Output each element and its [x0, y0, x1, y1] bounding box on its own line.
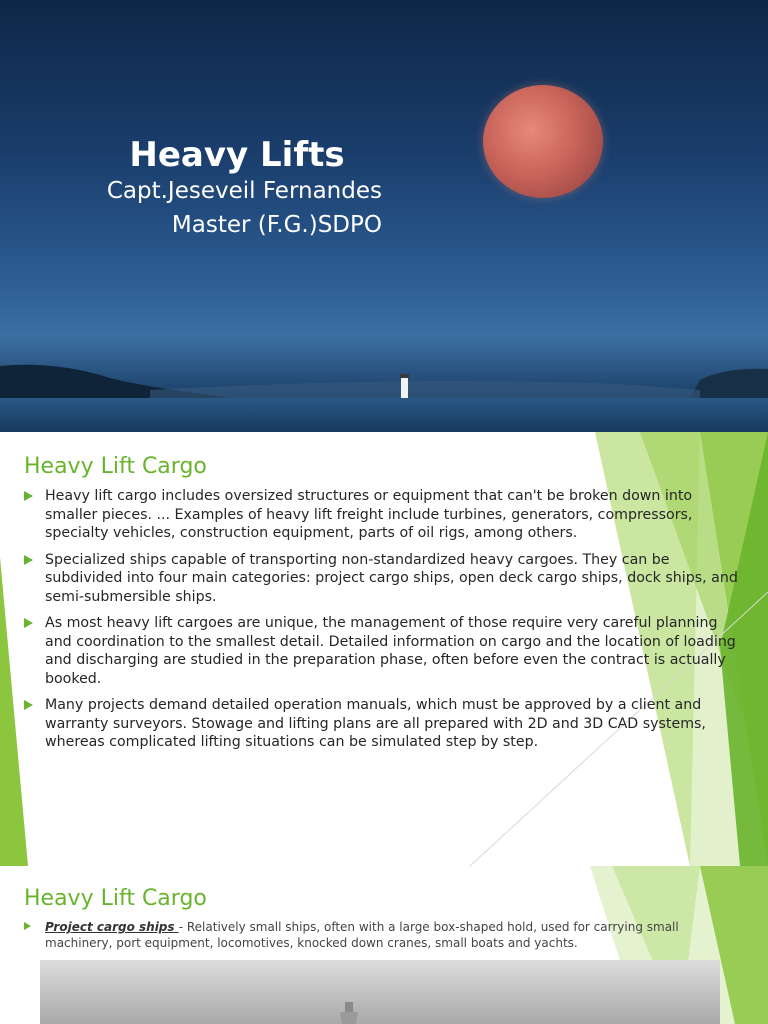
- term-label: Project cargo ships: [45, 920, 179, 934]
- author-name: Capt.Jeseveil Fernandes: [106, 178, 382, 204]
- sea-surface: [0, 398, 768, 432]
- bullet-text: Specialized ships capable of transporting non-standardized heavy cargoes. They can be subdivided into four main categories: project cargo ships, open deck cargo ships, dock ships, and semi-submersible ships.: [45, 551, 738, 605]
- content-slide-overview: [0, 432, 768, 866]
- bullet-arrow-icon: [24, 555, 33, 565]
- content-slide-project-cargo: [0, 866, 768, 1024]
- bullet-arrow-icon: [24, 922, 31, 930]
- bullet-text: As most heavy lift cargoes are unique, the management of those require very careful planning and coordination to the smallest detail. Detailed information on cargo and the location of loading and discharging are studied in the preparation phase, often before even the contract is actually booked.: [45, 615, 736, 687]
- crane-silhouette: [40, 960, 720, 1024]
- slide-title: Heavy Lift Cargo: [24, 454, 207, 479]
- cargo-ship-photo: [40, 960, 720, 1024]
- bullet-arrow-icon: [24, 491, 33, 501]
- presentation-title: Heavy Lifts: [129, 135, 345, 175]
- bullet-arrow-icon: [24, 618, 33, 628]
- list-item: [24, 919, 745, 951]
- list-item: [24, 551, 742, 607]
- list-item: [24, 696, 742, 752]
- author-role: Master (F.G.)SDPO: [171, 212, 382, 238]
- title-slide: [0, 0, 768, 432]
- bullet-arrow-icon: [24, 700, 33, 710]
- list-item: [24, 487, 742, 543]
- bullet-text: Many projects demand detailed operation manuals, which must be approved by a client and warranty surveyors. Stowage and lifting plans are all prepared with 2D and 3D CAD systems, whereas complicated lifting situations can be simulated step by step.: [45, 697, 706, 750]
- slide-title: Heavy Lift Cargo: [24, 886, 207, 911]
- bullet-text: Heavy lift cargo includes oversized structures or equipment that can't be broken down into smaller pieces. ... Examples of heavy lift freight include turbines, generators, compressors, specialty vehicles, construction equipment, parts of oil rigs, among others.: [45, 488, 693, 541]
- bullet-list: [24, 487, 742, 760]
- list-item: [24, 614, 742, 688]
- term-description: - Relatively small ships, often with a large box-shaped hold, used for carrying small machinery, port equipment, locomotives, knocked down cranes, small boats and yachts.: [45, 920, 679, 950]
